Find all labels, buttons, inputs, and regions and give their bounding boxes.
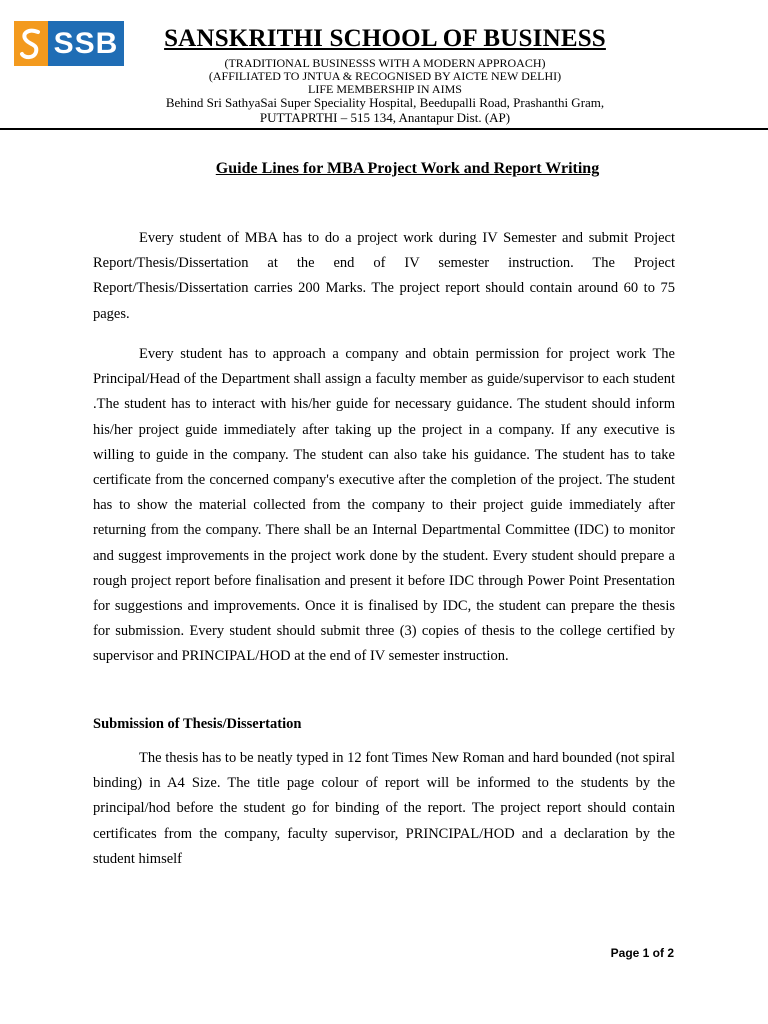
membership: LIFE MEMBERSHIP IN AIMS — [308, 82, 462, 96]
page-number: Page 1 of 2 — [610, 946, 674, 960]
school-name: SANSKRITHI SCHOOL OF BUSINESS — [164, 25, 606, 52]
logo-text: SSB — [48, 21, 124, 66]
document-title: Guide Lines for MBA Project Work and Report Writing — [215, 160, 600, 177]
ssb-swirl-icon — [14, 21, 48, 66]
school-logo — [14, 21, 124, 66]
tagline: (TRADITIONAL BUSINESSS WITH A MODERN APPROACH) — [224, 56, 546, 70]
paragraph-1 — [93, 226, 675, 327]
paragraph-3 — [93, 746, 675, 872]
affiliation: (AFFILIATED TO JNTUA & RECOGNISED BY AICTE NEW DELHI) — [208, 69, 562, 83]
paragraph-text: Every student has to approach a company and obtain permission for project work The Principal/Head of the Department shall assign a faculty member as guide/supervisor to each student .The student has to interact with his/her guide for necessary guidance. The student should inform his/her project guide immediately after taking up the project in a company. If any executive is willing to guide in the company. The student can also take his guidance. The student has to take certificate from the concerned company's executive after the completion of the project. The student has to show the material collected from the company to their project guide immediately after returning from the company. There shall be an Internal Departmental Committee (IDC) to monitor and suggest improvements in the project work done by the student. Every student should prepare a rough project report before finalisation and present it before IDC through Power Point Presentation for suggestions and improvements. Once it is finalised by IDC, the student can prepare the thesis for submission. Every student should submit three (3) copies of thesis to the college certified by supervisor and PRINCIPAL/HOD at the end of IV semester instruction. — [93, 346, 675, 665]
paragraph-text: Every student of MBA has to do a project work during IV Semester and submit Project Report/Thesis/Dissertation at the end of IV semester instruction. The Project Report/Thesis/Dissertation carries 200 Marks. The project report should contain around 60 to 75 pages. — [93, 230, 675, 322]
address-line-2: PUTTAPRTHI – 515 134, Anantapur Dist. (AP) — [259, 110, 511, 125]
paragraph-2 — [93, 342, 675, 670]
header-divider — [0, 128, 768, 130]
address-line-1: Behind Sri SathyaSai Super Speciality Hospital, Beedupalli Road, Prashanthi Gram, — [165, 95, 605, 110]
paragraph-text: The thesis has to be neatly typed in 12 font Times New Roman and hard bounded (not spiral binding) in A4 Size. The title page colour of report will be informed to the students by the principal/hod before the student go for binding of the report. The project report should contain certificates from the company, faculty supervisor, PRINCIPAL/HOD and a declaration by the student himself — [93, 750, 675, 867]
section-heading: Submission of Thesis/Dissertation — [93, 716, 302, 732]
